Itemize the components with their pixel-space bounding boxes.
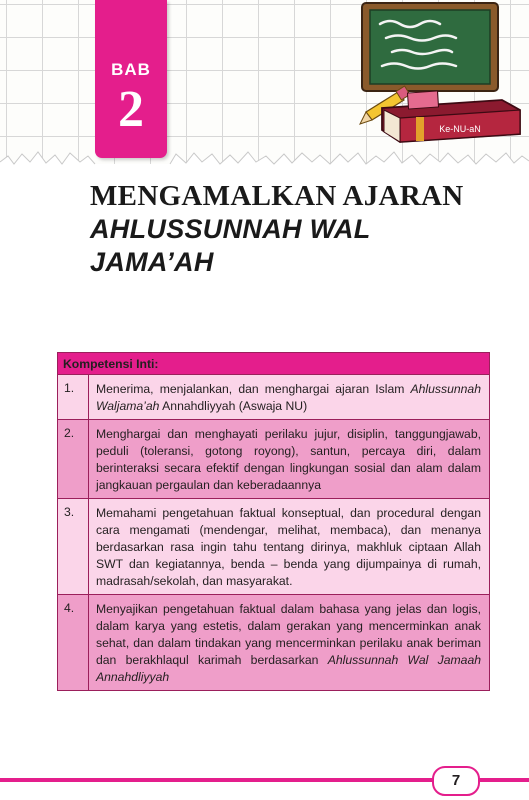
torn-paper-edge — [0, 148, 529, 175]
book-label: Ke-NU-aN — [439, 124, 481, 134]
row-number: 3. — [58, 499, 89, 595]
row-text: Memahami pengetahuan faktual konseptual, dan procedural dengan cara mengamati (mendengar, melihat, membaca), dan menanya berdasarkan rasa ingin tahu tentang dirinya, makhluk ciptaan Allah SWT dan kegiatannya, benda – benda yang dijumpainya di rumah, madrasah/sekolah, dan masyarakat. — [89, 499, 490, 595]
title-line-2: AHLUSSUNNAH WAL — [90, 214, 371, 244]
row-number: 1. — [58, 375, 89, 420]
chapter-number: 2 — [118, 81, 144, 138]
table-row — [58, 375, 490, 420]
table-row — [58, 499, 490, 595]
page-number: 7 — [432, 766, 480, 796]
table-row — [58, 595, 490, 691]
row-number: 4. — [58, 595, 89, 691]
title-line-1: MENGAMALKAN AJARAN — [90, 180, 464, 212]
row-text: Menerima, menjalankan, dan menghargai ajaran Islam Ahlussunnah Waljama’ah Annahdliyyah (Aswaja NU) — [89, 375, 490, 420]
row-text: Menyajikan pengetahuan faktual dalam bahasa yang jelas dan logis, dalam karya yang estetis, dalam gerakan yang mencerminkan anak sehat, dan dalam tindakan yang mencerminkan perilaku anak beriman dan berakhlaqul karimah berdasarkan Ahlussunnah Wal Jamaah Annahdliyyah — [89, 595, 490, 691]
title-line-3: JAMA’AH — [90, 247, 214, 277]
row-text: Menghargai dan menghayati perilaku jujur, disiplin, tanggungjawab, peduli (toleransi, gotong royong), santun, percaya diri, dalam berinteraksi secara efektif dengan lingkungan sosial dan alam dalam jangkauan pergaulan dan keberadaannya — [89, 420, 490, 499]
row-number: 2. — [58, 420, 89, 499]
kompetensi-inti-table — [57, 352, 490, 691]
chapter-header — [0, 0, 529, 175]
chapter-tab — [95, 0, 167, 158]
chapter-label: BAB — [111, 60, 151, 79]
page-title — [90, 180, 510, 279]
table-header: Kompetensi Inti: — [58, 353, 490, 375]
chalkboard-icon — [362, 3, 498, 91]
table-row — [58, 420, 490, 499]
chalkboard-and-book-illustration — [352, 0, 529, 145]
